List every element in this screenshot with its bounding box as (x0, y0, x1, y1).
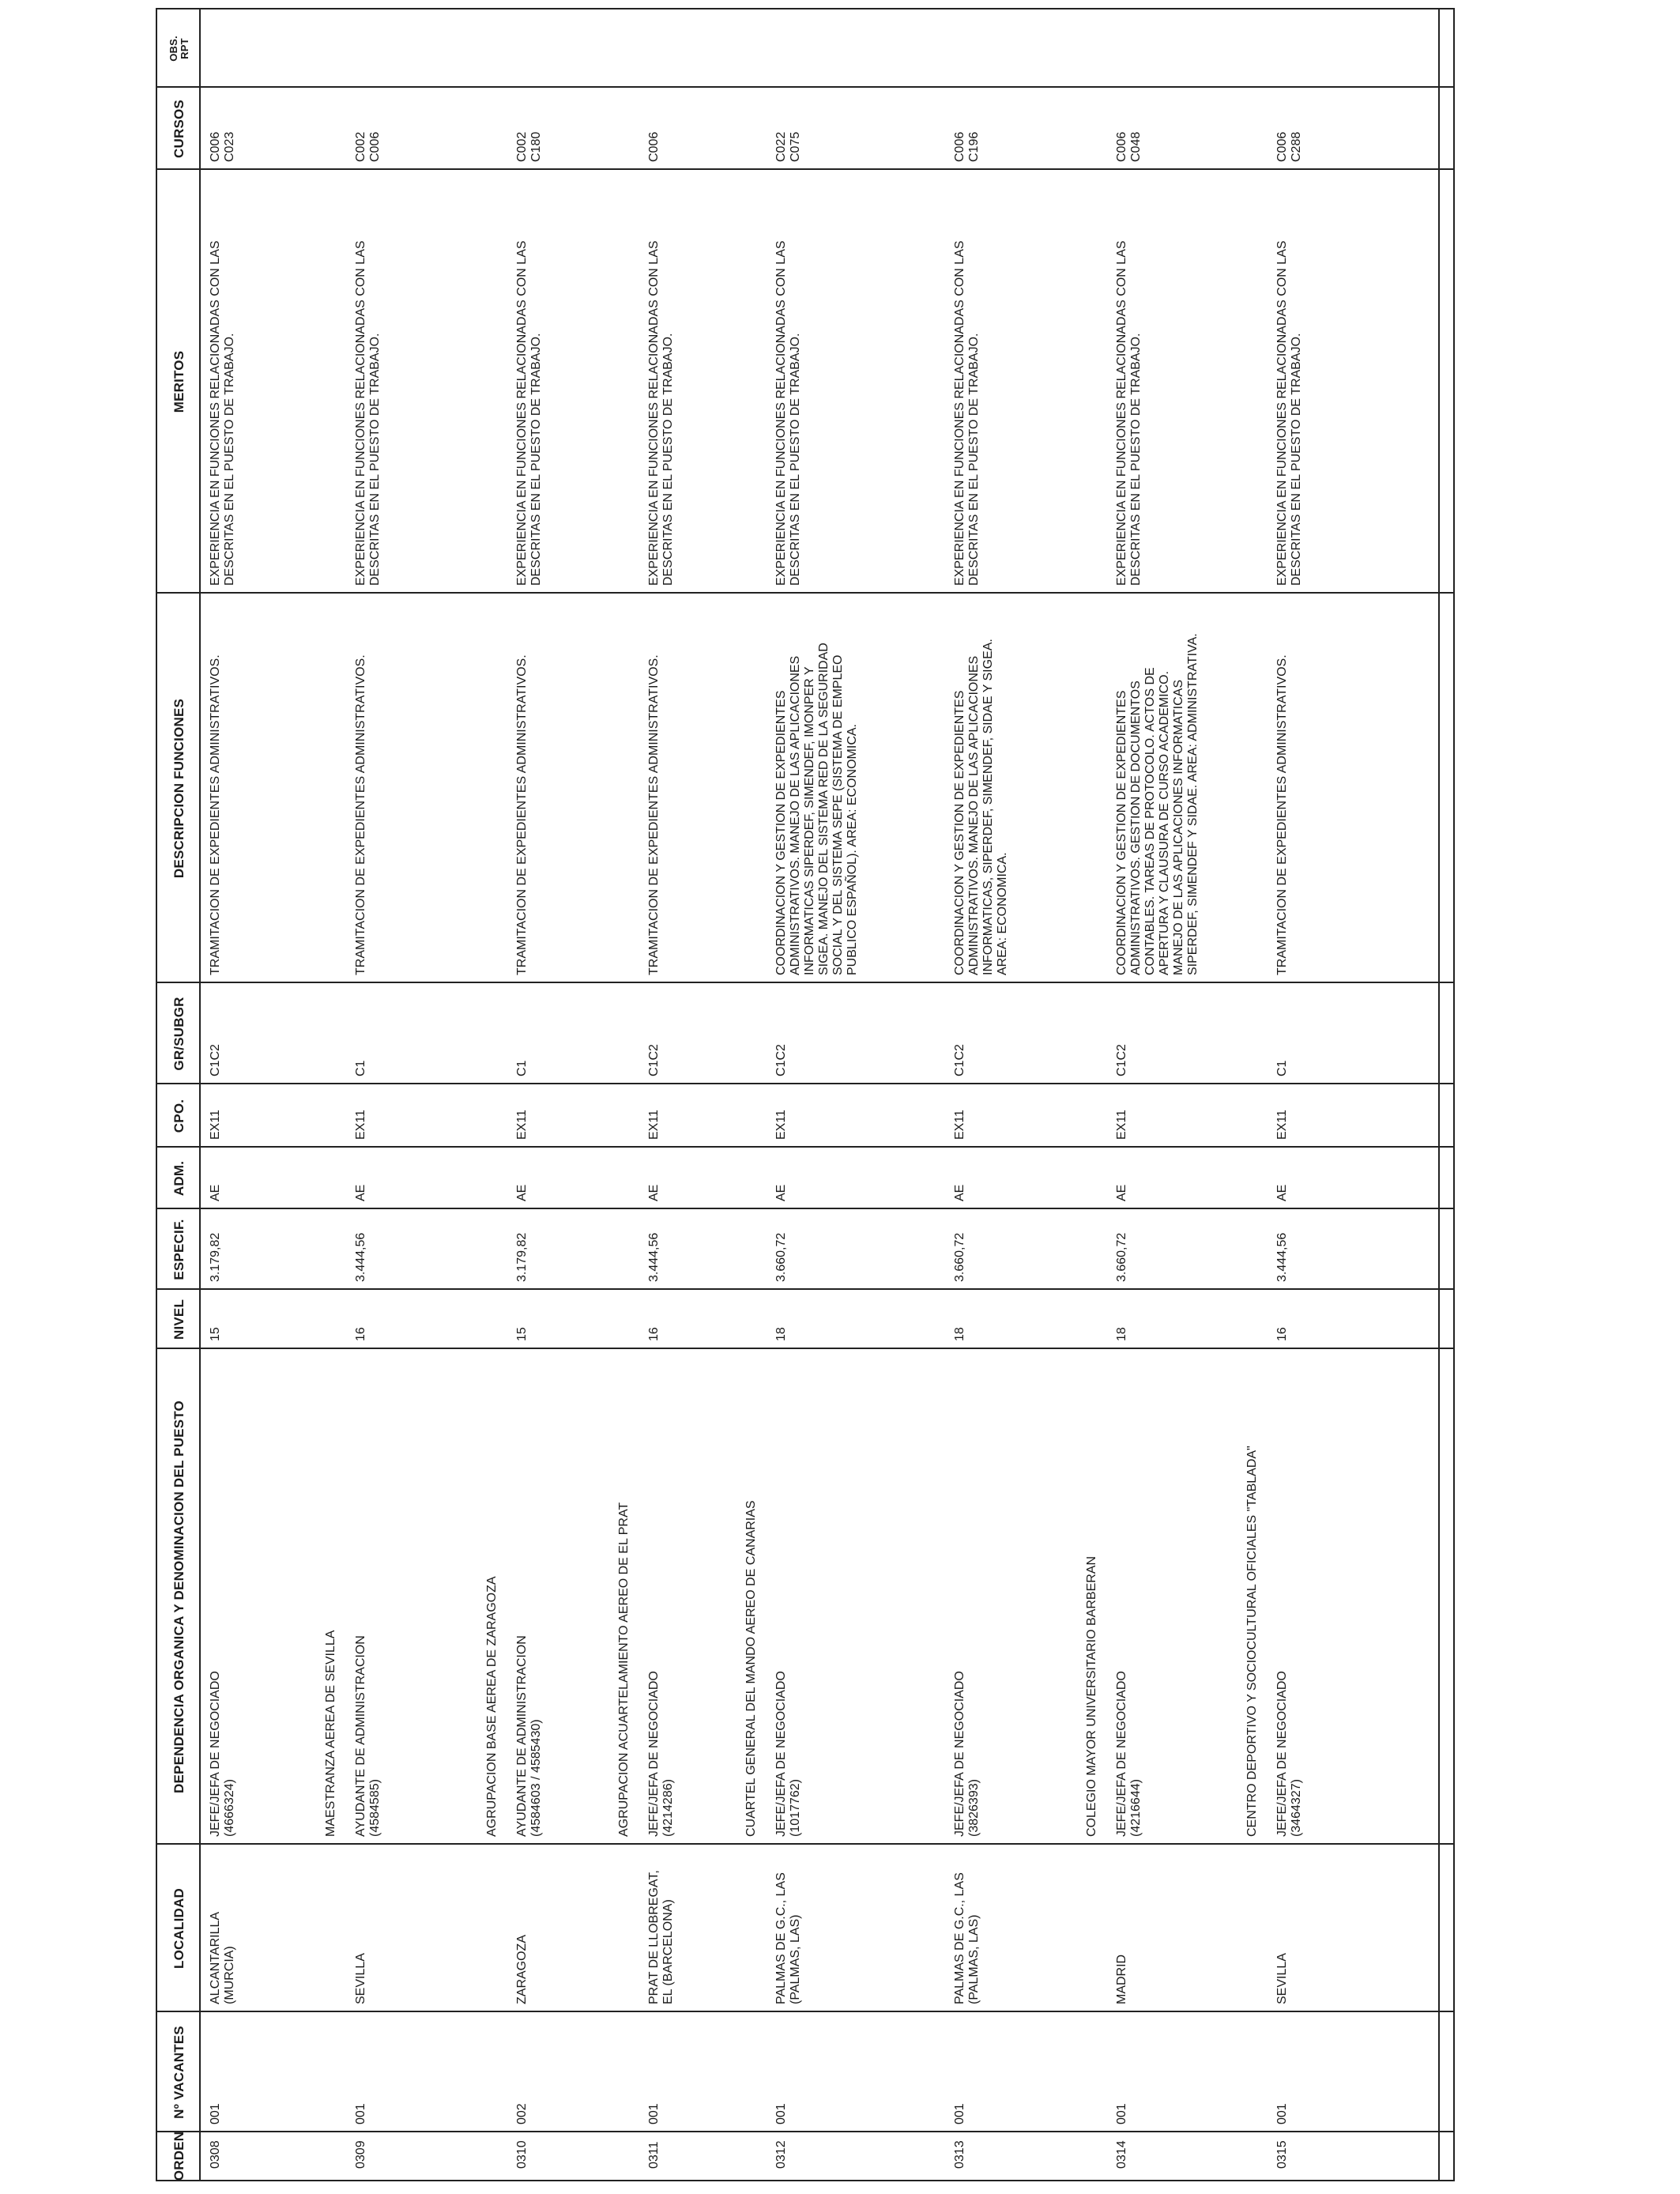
row-orden: 0311 (647, 2141, 661, 2169)
header-grsubgr: GR/SUBGR (171, 997, 186, 1071)
row-vacantes: 002 (515, 2103, 529, 2124)
row-puesto: JEFE/JEFA DE NEGOCIADO (3464327) (1275, 1671, 1303, 1837)
row-meritos: EXPERIENCIA EN FUNCIONES RELACIONADAS CON LAS DESCRITAS EN EL PUESTO DE TRABAJO. (1115, 240, 1143, 586)
header-descripcion: DESCRIPCION FUNCIONES (171, 698, 186, 879)
row-descripcion: TRAMITACION DE EXPEDIENTES ADMINISTRATIVOS. (515, 654, 529, 975)
row-especif: 3.444,56 (647, 1232, 661, 1282)
row-localidad: MADRID (1115, 1954, 1128, 2004)
row-puesto: AYUDANTE DE ADMINISTRACION (4584585) (354, 1635, 382, 1837)
row-cpo: EX11 (354, 1110, 367, 1140)
row-cursos: C006 C023 (209, 131, 236, 162)
header-cpo: CPO. (171, 1099, 186, 1133)
row-cursos: C006 C196 (953, 131, 981, 162)
row-nivel: 18 (953, 1327, 966, 1341)
row-meritos: EXPERIENCIA EN FUNCIONES RELACIONADAS CON LAS DESCRITAS EN EL PUESTO DE TRABAJO. (953, 240, 981, 586)
row-orden: 0310 (515, 2140, 529, 2169)
row-grsubgr: C1C2 (209, 1044, 222, 1076)
row-meritos: EXPERIENCIA EN FUNCIONES RELACIONADAS CON LAS DESCRITAS EN EL PUESTO DE TRABAJO. (1275, 240, 1303, 586)
row-adm: AE (209, 1184, 222, 1201)
row-localidad: PALMAS DE G.C., LAS (PALMAS, LAS) (774, 1872, 802, 2004)
row-cpo: EX11 (1115, 1110, 1128, 1140)
row-descripcion: TRAMITACION DE EXPEDIENTES ADMINISTRATIVOS. (209, 654, 222, 975)
row-nivel: 16 (354, 1327, 367, 1341)
row-meritos: EXPERIENCIA EN FUNCIONES RELACIONADAS CON LAS DESCRITAS EN EL PUESTO DE TRABAJO. (774, 240, 802, 586)
row-especif: 3.660,72 (953, 1232, 966, 1282)
row-nivel: 18 (1115, 1327, 1128, 1341)
row-cpo: EX11 (647, 1110, 661, 1140)
row-nivel: 15 (515, 1327, 529, 1341)
row-cursos: C006 C288 (1275, 131, 1303, 162)
row-vacantes: 001 (774, 2103, 788, 2124)
row-adm: AE (953, 1184, 966, 1201)
row-descripcion: COORDINACION Y GESTION DE EXPEDIENTES ADMINISTRATIVOS. MANEJO DE LAS APLICACIONES INFORMATICAS, SIPERDEF, SIMENDEF, SIDAE Y SIGEA. AREA: ECONOMICA. (953, 639, 1009, 975)
row-nivel: 15 (209, 1327, 222, 1341)
row-cpo: EX11 (515, 1110, 529, 1140)
row-localidad: ALCANTARILLA (MURCIA) (209, 1911, 236, 2004)
row-descripcion: TRAMITACION DE EXPEDIENTES ADMINISTRATIVOS. (647, 654, 661, 975)
column-divider (157, 1288, 1453, 1290)
table-header (157, 9, 201, 2180)
row-puesto: JEFE/JEFA DE NEGOCIADO (4214286) (647, 1671, 675, 1837)
unit-heading: CUARTEL GENERAL DEL MANDO AEREO DE CANARIAS (744, 1500, 758, 1837)
row-descripcion: TRAMITACION DE EXPEDIENTES ADMINISTRATIVOS. (1275, 654, 1289, 975)
row-especif: 3.444,56 (354, 1232, 367, 1282)
column-divider (157, 982, 1453, 983)
row-meritos: EXPERIENCIA EN FUNCIONES RELACIONADAS CON LAS DESCRITAS EN EL PUESTO DE TRABAJO. (209, 240, 236, 586)
row-especif: 3.444,56 (1275, 1232, 1289, 1282)
row-nivel: 16 (647, 1327, 661, 1341)
row-puesto: JEFE/JEFA DE NEGOCIADO (4666324) (209, 1671, 236, 1837)
row-cpo: EX11 (209, 1110, 222, 1140)
column-divider (157, 592, 1453, 594)
column-divider (157, 1146, 1453, 1148)
unit-heading: AGRUPACION ACUARTELAMIENTO AEREO DE EL PRAT (617, 1502, 631, 1837)
row-vacantes: 001 (354, 2103, 367, 2124)
row-localidad: SEVILLA (354, 1953, 367, 2004)
row-grsubgr: C1 (515, 1060, 529, 1076)
row-cpo: EX11 (774, 1110, 788, 1140)
row-puesto: JEFE/JEFA DE NEGOCIADO (1017762) (774, 1671, 802, 1837)
column-divider (157, 1348, 1453, 1349)
column-divider (157, 1083, 1453, 1084)
row-vacantes: 001 (953, 2103, 966, 2124)
row-cursos: C002 C180 (515, 131, 543, 162)
row-vacantes: 001 (209, 2103, 222, 2124)
unit-heading: COLEGIO MAYOR UNIVERSITARIO BARBERAN (1085, 1555, 1098, 1837)
row-meritos: EXPERIENCIA EN FUNCIONES RELACIONADAS CON LAS DESCRITAS EN EL PUESTO DE TRABAJO. (354, 240, 382, 586)
row-puesto: AYUDANTE DE ADMINISTRACION (4584603 / 4585430) (515, 1635, 543, 1837)
row-cpo: EX11 (1275, 1110, 1289, 1140)
row-especif: 3.179,82 (209, 1232, 222, 1282)
header-adm: ADM. (171, 1160, 186, 1197)
row-adm: AE (354, 1184, 367, 1201)
row-localidad: ZARAGOZA (515, 1934, 529, 2004)
row-adm: AE (1115, 1184, 1128, 1201)
row-localidad: SEVILLA (1275, 1953, 1289, 2004)
row-meritos: EXPERIENCIA EN FUNCIONES RELACIONADAS CON LAS DESCRITAS EN EL PUESTO DE TRABAJO. (515, 240, 543, 586)
row-especif: 3.660,72 (774, 1232, 788, 1282)
row-descripcion: COORDINACION Y GESTION DE EXPEDIENTES ADMINISTRATIVOS. GESTION DE DOCUMENTOS CONTABLES. TAREAS DE PROTOCOLO. ACTOS DE APERTURA Y CLAUSURA DE CURSO ACADEMICO. MANEJO DE LAS APLICACIONES INFORMATICAS SIPERDEF, SIMENDEF Y SIDAE. AREA: ADMINISTRATIVA. (1115, 633, 1200, 975)
header-obs-rpt: OBS. RPT (167, 36, 190, 62)
unit-heading: CENTRO DEPORTIVO Y SOCIOCULTURAL OFICIALES "TABLADA" (1245, 1446, 1259, 1837)
row-vacantes: 001 (1275, 2103, 1289, 2124)
column-divider (157, 86, 1453, 88)
row-orden: 0309 (354, 2140, 367, 2169)
row-localidad: PALMAS DE G.C., LAS (PALMAS, LAS) (953, 1872, 981, 2004)
row-cursos: C022 C075 (774, 131, 802, 162)
row-grsubgr: C1 (354, 1060, 367, 1076)
row-cursos: C002 C006 (354, 131, 382, 162)
row-orden: 0308 (209, 2140, 222, 2169)
header-nivel: NIVEL (171, 1299, 186, 1340)
header-meritos: MERITOS (171, 350, 186, 413)
row-cpo: EX11 (953, 1110, 966, 1140)
row-grsubgr: C1 (1275, 1060, 1289, 1076)
column-divider (157, 2131, 1453, 2132)
header-dependencia: DEPENDENCIA ORGANICA Y DENOMINACION DEL PUESTO (171, 1400, 186, 1793)
row-descripcion: TRAMITACION DE EXPEDIENTES ADMINISTRATIVOS. (354, 654, 367, 975)
row-nivel: 18 (774, 1327, 788, 1341)
vacancies-table (156, 8, 1455, 2181)
row-puesto: JEFE/JEFA DE NEGOCIADO (3826393) (953, 1671, 981, 1837)
row-grsubgr: C1C2 (774, 1044, 788, 1076)
row-cursos: C006 C048 (1115, 131, 1143, 162)
row-descripcion: COORDINACION Y GESTION DE EXPEDIENTES ADMINISTRATIVOS. MANEJO DE LAS APLICACIONES INFORMATICAS SIPERDEF, SIMENDEF, IMONPER Y SIGEA. MANEJO DEL SISTEMA RED DE LA SEGURIDAD SOCIAL Y DEL SISTEMA SEPE (SISTEMA DE EMPLEO PUBLICO ESPAÑOL). AREA: ECONOMICA. (774, 643, 859, 975)
row-orden: 0314 (1115, 2140, 1128, 2169)
row-nivel: 16 (1275, 1327, 1289, 1341)
row-meritos: EXPERIENCIA EN FUNCIONES RELACIONADAS CON LAS DESCRITAS EN EL PUESTO DE TRABAJO. (647, 240, 675, 586)
unit-heading: MAESTRANZA AEREA DE SEVILLA (324, 1630, 337, 1837)
row-localidad: PRAT DE LLOBREGAT, EL (BARCELONA) (647, 1870, 675, 2004)
row-grsubgr: C1C2 (647, 1044, 661, 1076)
row-adm: AE (515, 1184, 529, 1201)
row-vacantes: 001 (647, 2103, 661, 2124)
row-cursos: C006 (647, 131, 661, 162)
header-localidad: LOCALIDAD (171, 1888, 186, 1969)
row-adm: AE (774, 1184, 788, 1201)
header-especif: ESPECIF. (171, 1219, 186, 1280)
header-vacantes: Nº VACANTES (171, 2026, 186, 2119)
column-divider (157, 1843, 1453, 1845)
row-especif: 3.660,72 (1115, 1232, 1128, 1282)
column-divider (157, 168, 1453, 170)
header-orden: ORDEN (171, 2131, 186, 2181)
bottom-divider (1438, 9, 1440, 2180)
row-grsubgr: C1C2 (953, 1044, 966, 1076)
row-adm: AE (1275, 1184, 1289, 1201)
row-adm: AE (647, 1184, 661, 1201)
row-especif: 3.179,82 (515, 1232, 529, 1282)
row-vacantes: 001 (1115, 2103, 1128, 2124)
row-orden: 0313 (953, 2140, 966, 2169)
row-orden: 0315 (1275, 2140, 1289, 2169)
row-puesto: JEFE/JEFA DE NEGOCIADO (4216644) (1115, 1671, 1143, 1837)
header-cursos: CURSOS (171, 100, 186, 158)
row-orden: 0312 (774, 2140, 788, 2169)
column-divider (157, 2011, 1453, 2012)
row-grsubgr: C1C2 (1115, 1044, 1128, 1076)
unit-heading: AGRUPACION BASE AEREA DE ZARAGOZA (485, 1576, 499, 1837)
column-divider (157, 1208, 1453, 1209)
